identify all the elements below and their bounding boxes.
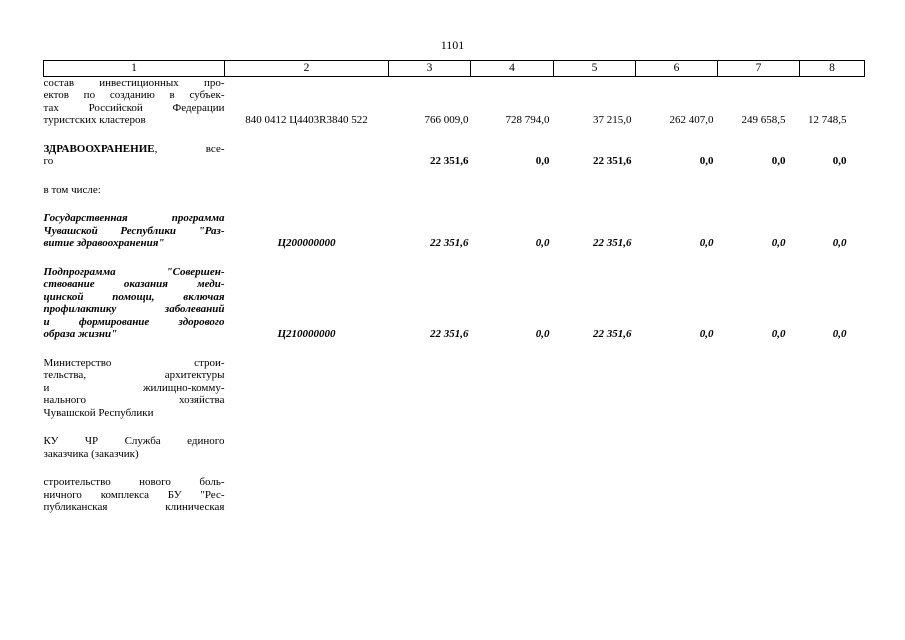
description-line: тельства, архитектуры — [43, 369, 225, 381]
value-cell: 0,0 — [535, 155, 550, 167]
description-line: Чувашской Республики — [43, 406, 154, 419]
table-row — [44, 76, 865, 127]
description-line: строительство нового боль- — [43, 476, 225, 488]
description-line: цинской помощи, включая — [43, 290, 225, 303]
column-header: 2 — [225, 61, 389, 77]
row-description — [44, 184, 225, 197]
description-line: витие здравоохранения" — [43, 237, 165, 249]
row-description — [44, 435, 225, 460]
value-cell: 0,0 — [832, 328, 847, 340]
value-cell: 0,0 — [699, 155, 714, 167]
budget-code — [225, 143, 389, 168]
description-line: публиканская клиническая — [43, 501, 225, 513]
value-cell: 0,0 — [699, 328, 714, 340]
column-header: 3 — [389, 61, 471, 77]
value-cell: 22 351,6 — [430, 155, 469, 167]
value-cell: 0,0 — [771, 155, 786, 167]
value-cell: 766 009,0 — [424, 114, 469, 126]
value-cell: 728 794,0 — [505, 114, 550, 126]
column-header-row — [44, 61, 865, 77]
description-line: Подпрограмма "Совершен- — [43, 265, 225, 278]
value-cell: 0,0 — [535, 237, 550, 249]
table-row — [44, 184, 865, 197]
description-line: Министерство строи- — [43, 356, 225, 369]
description-line: состав инвестиционных про- — [43, 76, 225, 89]
value-cell: 22 351,6 — [430, 328, 469, 340]
column-header: 4 — [471, 61, 554, 77]
description-line: , все- — [154, 142, 225, 155]
value-cell: 0,0 — [771, 237, 786, 249]
value-cell: 22 351,6 — [593, 237, 632, 249]
row-description — [44, 476, 225, 514]
value-cell: 12 748,5 — [808, 114, 847, 126]
value-cell: 0,0 — [771, 328, 786, 340]
description-line: в том числе: — [43, 183, 101, 196]
value-cell: 249 658,5 — [741, 114, 786, 126]
value-cell: 22 351,6 — [593, 328, 632, 340]
description-line: образа жизни" — [43, 328, 118, 340]
row-description — [44, 266, 225, 341]
row-description — [44, 357, 225, 420]
description-line: го — [43, 155, 54, 167]
description-line: и формирование здорового — [43, 315, 225, 328]
row-description — [44, 143, 225, 168]
row-description — [44, 212, 225, 250]
page-number: 1101 — [440, 38, 465, 52]
description-line: профилактику заболеваний — [43, 303, 225, 315]
table-row — [44, 357, 865, 420]
description-line: ничного комплекса БУ "Рес- — [43, 488, 225, 501]
table-row — [44, 476, 865, 514]
budget-code: Ц200000000 — [277, 237, 336, 249]
description-line: ствование оказания меди- — [43, 278, 225, 290]
column-header: 7 — [718, 61, 800, 77]
value-cell: 0,0 — [832, 237, 847, 249]
value-cell: 262 407,0 — [669, 114, 714, 126]
column-header: 5 — [554, 61, 636, 77]
description-line: Государственная программа — [43, 212, 225, 224]
column-header: 8 — [800, 61, 865, 77]
value-cell: 0,0 — [699, 237, 714, 249]
budget-table — [43, 60, 865, 514]
description-line: тах Российской Федерации — [43, 101, 225, 114]
row-description — [44, 76, 225, 127]
table-row — [44, 266, 865, 341]
value-cell: 22 351,6 — [593, 155, 632, 167]
table-row — [44, 212, 865, 250]
description-line: ектов по созданию в субъек- — [43, 89, 225, 101]
value-cell: 37 215,0 — [593, 114, 632, 126]
column-header: 6 — [636, 61, 718, 77]
section-title: ЗДРАВООХРАНЕНИЕ — [43, 142, 155, 155]
description-line: Чувашской Республики "Раз- — [43, 224, 225, 237]
value-cell: 0,0 — [535, 328, 550, 340]
value-cell: 22 351,6 — [430, 237, 469, 249]
description-line: нального хозяйства — [43, 394, 225, 406]
budget-code: 840 0412 Ц4403R3840 522 — [245, 114, 368, 126]
table-row — [44, 143, 865, 168]
budget-code: Ц210000000 — [277, 328, 336, 340]
description-line: туристских кластеров — [43, 114, 146, 126]
description-line: КУ ЧР Служба единого — [43, 435, 225, 447]
value-cell: 0,0 — [832, 155, 847, 167]
description-line: заказчика (заказчик) — [43, 447, 139, 460]
table-row — [44, 435, 865, 460]
description-line: и жилищно-комму- — [43, 381, 225, 394]
column-header: 1 — [44, 61, 225, 77]
